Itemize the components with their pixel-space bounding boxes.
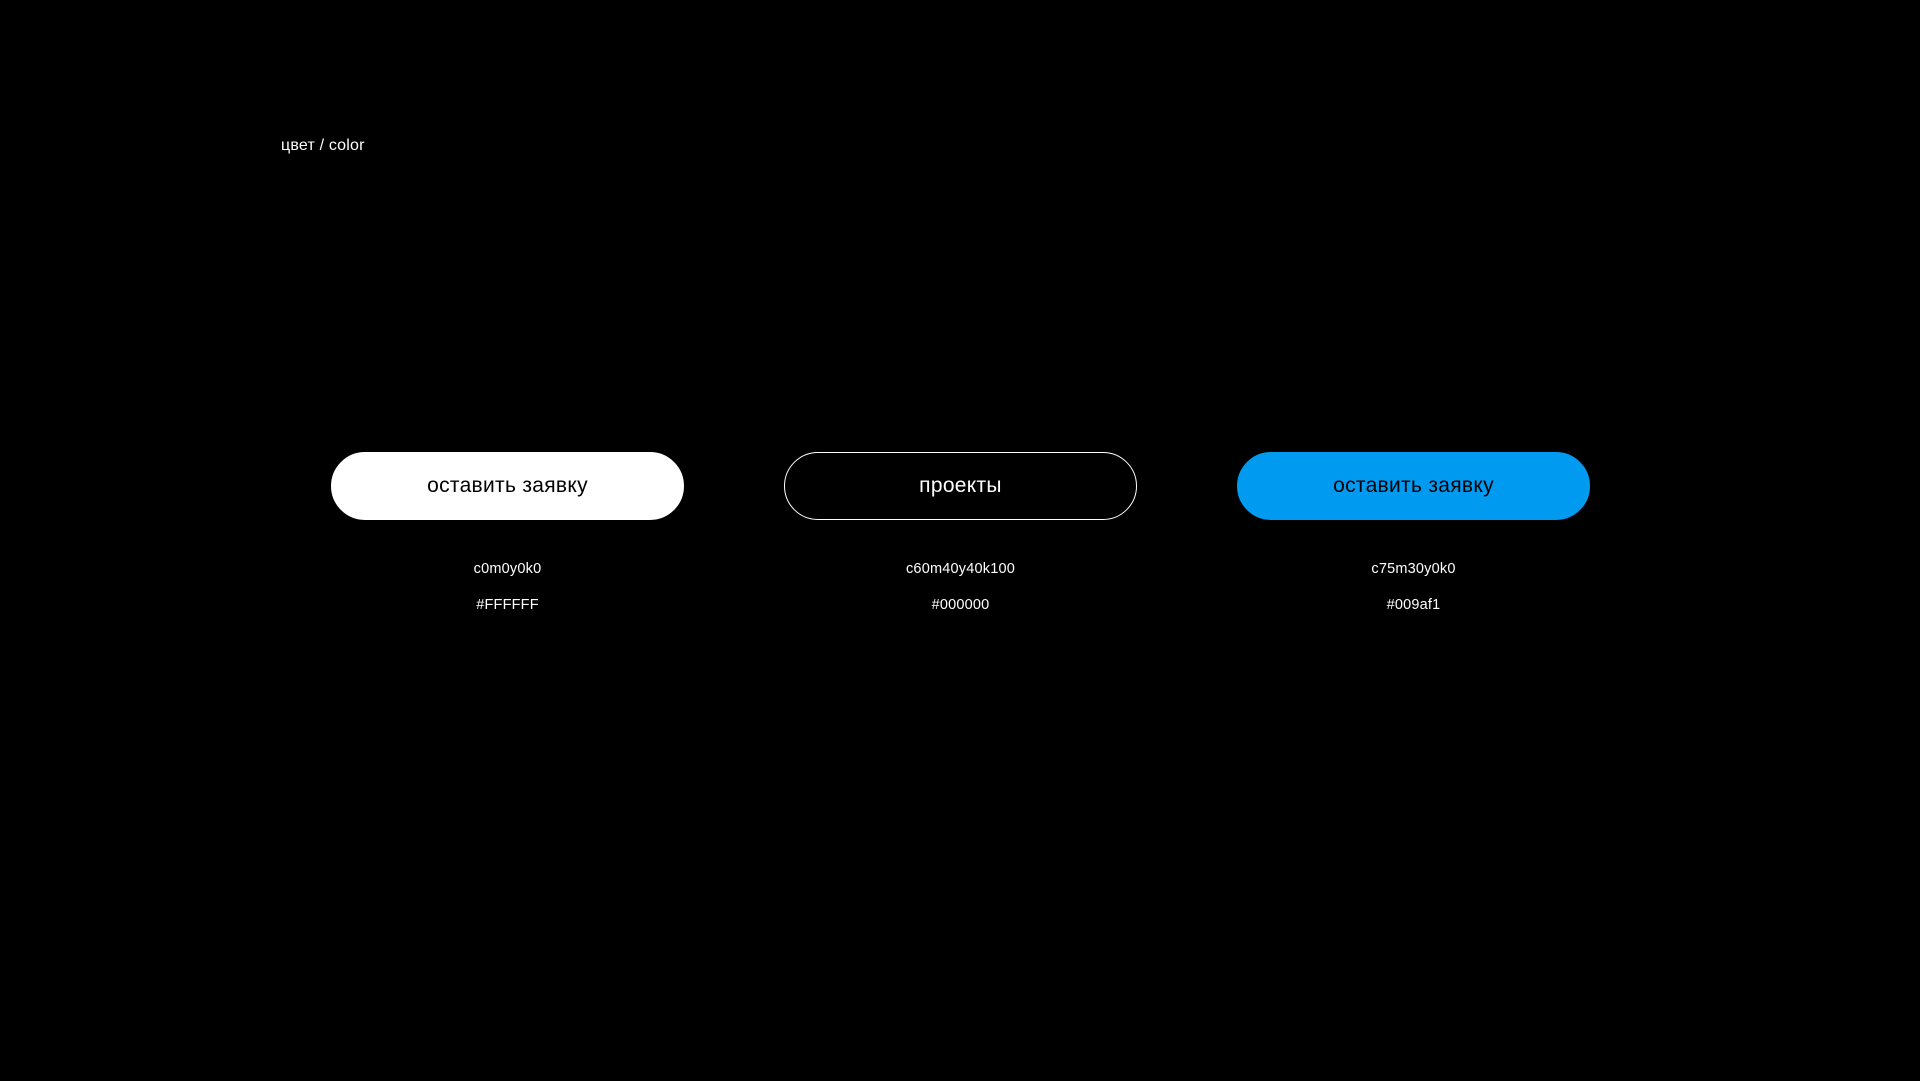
color-swatch-blue [1187, 452, 1640, 614]
color-swatch-black [734, 452, 1187, 614]
cmyk-value-black: c60m40y40k100 [905, 561, 1015, 577]
color-swatch-white [281, 452, 734, 614]
hex-value-white: #FFFFFF [476, 597, 539, 613]
button-leave-request-blue[interactable]: оставить заявку [1237, 452, 1590, 520]
cmyk-value-white: c0m0y0k0 [473, 561, 542, 577]
button-projects-outline[interactable]: проекты [784, 452, 1137, 520]
page-title: цвет / color [281, 137, 365, 154]
hex-value-black: #000000 [931, 597, 990, 613]
cmyk-value-blue: c75m30y0k0 [1371, 561, 1456, 577]
button-leave-request-white[interactable]: оставить заявку [331, 452, 684, 520]
hex-value-blue: #009af1 [1386, 597, 1441, 613]
color-swatch-row [281, 452, 1641, 652]
